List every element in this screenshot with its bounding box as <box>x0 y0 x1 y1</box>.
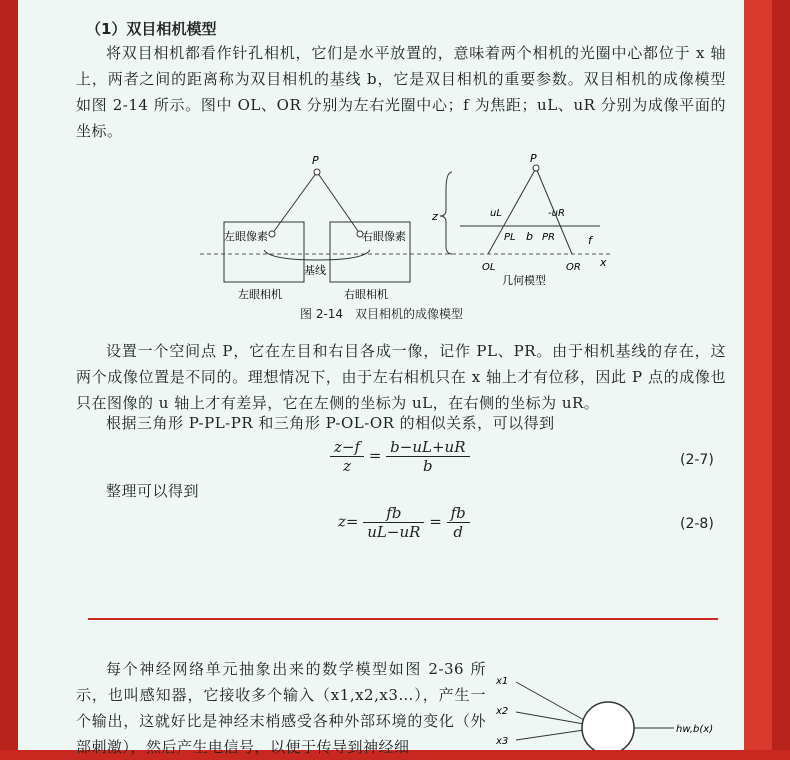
f-label: f <box>588 234 592 247</box>
uL-label: uL <box>490 208 502 219</box>
paragraph-triangles: 根据三角形 P-PL-PR 和三角形 P-OL-OR 的相似关系，可以得到 <box>106 414 555 432</box>
right-pixel-label: 右眼像素 <box>362 230 406 243</box>
left-camera-label: 左眼相机 <box>238 288 282 300</box>
eq2-lhs: z= <box>338 512 359 531</box>
right-border <box>744 0 772 750</box>
paragraph-arrange: 整理可以得到 <box>106 482 200 500</box>
b-label: b <box>526 230 533 243</box>
left-border <box>0 0 18 750</box>
x3-label: x3 <box>496 736 509 747</box>
baseline-label: 基线 <box>304 264 326 277</box>
equation-2-8: z= $\frac{fb}{uL-uR}$ = $\frac{fb}{d}$ <box>338 504 470 541</box>
x2-label: x2 <box>496 706 509 717</box>
section-title: （1）双目相机模型 <box>86 20 217 38</box>
eq1-number: (2-7) <box>680 452 714 468</box>
eq2-f2-num: fb <box>447 504 470 523</box>
OR-label: OR <box>566 262 581 273</box>
eq2-f1-num: fb <box>363 504 424 523</box>
right-outer-border <box>772 0 790 750</box>
uR-label: -uR <box>548 208 565 219</box>
eq2-number: (2-8) <box>680 516 714 532</box>
eq1-lhs-den: z <box>343 457 351 475</box>
x-axis-label: x <box>600 256 607 269</box>
stereo-camera-figure <box>190 150 610 300</box>
point-P-label: P <box>312 154 319 167</box>
paragraph-point: 设置一个空间点 P，它在左目和右目各成一像，记作 PL、PR。由于相机基线的存在，这两个成像位置是不同的。理想情况下，由于左右相机只在 x 轴上才有位移，因此 P 点的成像也只在图像的 u 轴上才有差异，它在左侧的坐标为 uL，在右侧的坐标为 uR。 <box>76 342 726 412</box>
eq1-lhs-num: z−f <box>330 438 364 457</box>
section-divider <box>88 618 718 620</box>
eq2-f1-den: uL−uR <box>367 523 421 541</box>
equation-2-7: $\frac{z-f}{z}$ = $\frac{b-uL+uR}{b}$ <box>330 438 470 475</box>
z-label: z <box>432 210 438 223</box>
PR-label: PR <box>542 232 555 243</box>
left-pixel-label: 左眼像素 <box>224 230 268 243</box>
right-camera-label: 右眼相机 <box>344 288 388 300</box>
x1-label: x1 <box>496 676 509 687</box>
PL-label: PL <box>504 232 516 243</box>
eq1-rhs-num: b−uL+uR <box>386 438 469 457</box>
paragraph-intro: 将双目相机都看作针孔相机，它们是水平放置的，意味着两个相机的光圈中心都位于 x 轴上，两者之间的距离称为双目相机的基线 b，它是双目相机的重要参数。双目相机的成像模型如图 2-14 所示。图中 OL、OR 分别为左右光圈中心；f 为焦距；uL、uR 分别为成像平面的坐标。 <box>76 44 726 140</box>
geometry-model-label: 几何模型 <box>502 274 546 287</box>
output-label: hw,b(x) <box>676 724 714 735</box>
OL-label: OL <box>482 262 496 273</box>
perceptron-figure <box>490 670 730 750</box>
eq2-f2-den: d <box>453 523 463 541</box>
paragraph-neuron: 每个神经网络单元抽象出来的数学模型如图 2-36 所示，也叫感知器，它接收多个输入（x1,x2,x3…），产生一个输出，这就好比是神经末梢感受各种外部环境的变化（外部刺激），然后产生电信号，以便于传导到神经细 <box>76 660 486 756</box>
figure-caption: 图 2-14 双目相机的成像模型 <box>300 307 464 321</box>
point-P-label-right: P <box>530 152 537 165</box>
eq1-rhs-den: b <box>423 457 433 475</box>
